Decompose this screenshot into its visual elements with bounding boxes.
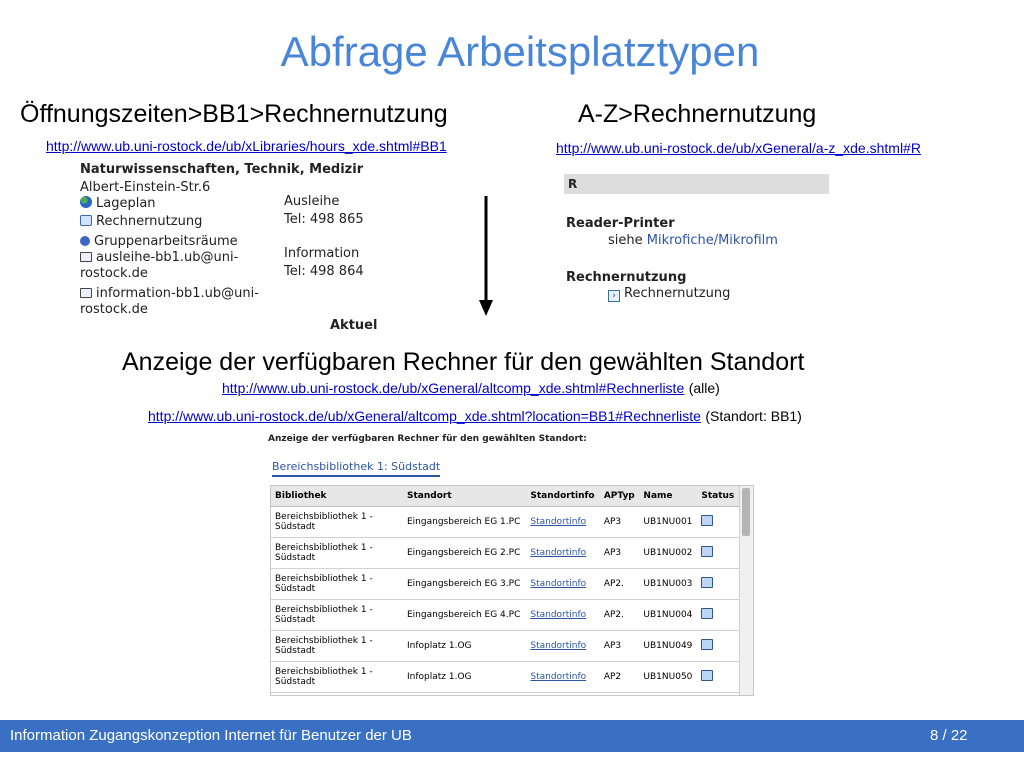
hours-link[interactable]: http://www.ub.uni-rostock.de/ub/xLibraries/hours_xde.shtml#BB1 <box>46 138 447 154</box>
slide-title: Abfrage Arbeitsplatztypen <box>280 28 760 75</box>
az-letter: R <box>568 177 578 191</box>
location-cell: Eingangsbereich EG 1.PC <box>403 507 526 538</box>
az-rechnernutzung-link[interactable]: › Rechnernutzung <box>608 286 730 302</box>
mikrofiche-link[interactable]: Mikrofiche/Mikrofilm <box>646 233 778 248</box>
altcomp-location-link[interactable]: http://www.ub.uni-rostock.de/ub/xGeneral/altcomp_xde.shtml?location=BB1#Rechnerliste <box>148 408 701 424</box>
column-header: Bibliothek <box>271 486 403 507</box>
monitor-icon[interactable] <box>701 577 713 588</box>
az-entry-reader-printer: Reader-Printer <box>566 216 675 231</box>
library-cell: Bereichsbibliothek 1 - <box>275 636 373 646</box>
ausleihe-label: Ausleihe <box>284 194 340 209</box>
location-cell: Infoplatz 1.OG <box>403 631 526 662</box>
monitor-icon[interactable] <box>701 546 713 557</box>
aptype-cell: AP2 <box>600 662 640 693</box>
column-header: APTyp <box>600 486 640 507</box>
location-info-link[interactable]: Standortinfo <box>530 579 587 589</box>
computer-name-cell: UB1NU003 <box>639 569 697 600</box>
location-cell: Eingangsbereich EG 3.PC <box>403 569 526 600</box>
library-name: Naturwissenschaften, Technik, Medizir <box>80 162 364 177</box>
hours-screenshot <box>80 156 378 340</box>
table-row <box>271 538 739 569</box>
library-cell: Südstadt <box>275 584 316 594</box>
library-cell: Bereichsbibliothek 1 - <box>275 574 373 584</box>
footer-text: Information Zugangskonzeption Internet für Benutzer der UB <box>10 727 412 744</box>
table-row <box>271 507 739 538</box>
altcomp-all-link[interactable]: http://www.ub.uni-rostock.de/ub/xGeneral/altcomp_xde.shtml#Rechnerliste <box>222 380 685 396</box>
computer-name-cell: UB1NU049 <box>639 631 697 662</box>
information-label: Information <box>284 246 360 261</box>
email-ausleihe-link[interactable]: ausleihe-bb1.ub@uni- <box>80 250 238 265</box>
library-cell: Südstadt <box>275 646 316 656</box>
mail-icon <box>80 288 92 298</box>
computer-table <box>271 486 739 693</box>
library-cell: Südstadt <box>275 522 316 532</box>
location-cell: Eingangsbereich EG 4.PC <box>403 600 526 631</box>
aptype-cell: AP2. <box>600 569 640 600</box>
ausleihe-tel: Tel: 498 865 <box>284 212 364 227</box>
globe-icon <box>80 196 92 208</box>
computer-name-cell: UB1NU050 <box>639 662 697 693</box>
location-info-link[interactable]: Standortinfo <box>530 548 587 558</box>
email-ausleihe-domain: rostock.de <box>80 266 148 281</box>
computer-icon <box>80 215 92 226</box>
group-icon <box>80 236 90 246</box>
computer-name-cell: UB1NU004 <box>639 600 697 631</box>
gruppenarbeitsraeume-link[interactable]: Gruppenarbeitsräume <box>80 234 238 249</box>
library-cell: Bereichsbibliothek 1 - <box>275 667 373 677</box>
table-row <box>271 569 739 600</box>
aptype-cell: AP2. <box>600 600 640 631</box>
computer-name-cell: UB1NU001 <box>639 507 697 538</box>
right-heading: A-Z>Rechnernutzung <box>578 100 817 128</box>
monitor-icon[interactable] <box>701 670 713 681</box>
aptype-cell: AP3 <box>600 631 640 662</box>
down-arrow-icon <box>476 196 496 318</box>
footer-bar <box>0 720 1024 752</box>
monitor-icon[interactable] <box>701 515 713 526</box>
scrollbar-thumb[interactable] <box>742 488 750 536</box>
column-header: Standortinfo <box>526 486 599 507</box>
computer-list-heading: Anzeige der verfügbaren Rechner für den gewählten Standort: <box>268 434 587 444</box>
table-row <box>271 662 739 693</box>
location-cell: Infoplatz 1.OG <box>403 662 526 693</box>
table-row <box>271 600 739 631</box>
computer-name-cell: UB1NU002 <box>639 538 697 569</box>
library-cell: Südstadt <box>275 553 316 563</box>
library-cell: Bereichsbibliothek 1 - <box>275 543 373 553</box>
computer-table-container <box>270 485 754 696</box>
aptype-cell: AP3 <box>600 538 640 569</box>
library-cell: Bereichsbibliothek 1 - <box>275 512 373 522</box>
aktuel-heading: Aktuel <box>330 318 378 333</box>
az-link[interactable]: http://www.ub.uni-rostock.de/ub/xGeneral/a-z_xde.shtml#R <box>556 140 921 156</box>
column-header: Name <box>639 486 697 507</box>
altcomp-all-note: (alle) <box>688 380 720 396</box>
lageplan-link[interactable]: Lageplan <box>80 196 156 211</box>
location-info-link[interactable]: Standortinfo <box>530 672 587 682</box>
location-info-link[interactable]: Standortinfo <box>530 610 587 620</box>
bottom-heading: Anzeige der verfügbaren Rechner für den gewählten Standort <box>122 348 805 376</box>
table-row <box>271 631 739 662</box>
az-see-also: siehe Mikrofiche/Mikrofilm <box>608 233 778 248</box>
left-heading: Öffnungszeiten>BB1>Rechnernutzung <box>20 100 448 128</box>
monitor-icon[interactable] <box>701 639 713 650</box>
information-tel: Tel: 498 864 <box>284 264 364 279</box>
library-cell: Südstadt <box>275 615 316 625</box>
column-header: Standort <box>403 486 526 507</box>
table-scrollbar[interactable] <box>739 486 753 695</box>
column-header: Status <box>697 486 739 507</box>
rechnernutzung-link[interactable]: Rechnernutzung <box>80 214 202 229</box>
altcomp-location-note: (Standort: BB1) <box>705 408 802 424</box>
arrow-right-icon: › <box>608 290 620 302</box>
location-select[interactable]: Bereichsbibliothek 1: Südstadt <box>272 460 440 477</box>
table-header-row <box>271 486 739 507</box>
mail-icon <box>80 252 92 262</box>
location-cell: Eingangsbereich EG 2.PC <box>403 538 526 569</box>
location-info-link[interactable]: Standortinfo <box>530 641 587 651</box>
library-cell: Bereichsbibliothek 1 - <box>275 605 373 615</box>
email-information-domain: rostock.de <box>80 302 148 317</box>
computer-list-screenshot <box>268 432 754 696</box>
library-cell: Südstadt <box>275 677 316 687</box>
az-screenshot <box>564 174 832 310</box>
location-info-link[interactable]: Standortinfo <box>530 517 587 527</box>
email-information-link[interactable]: information-bb1.ub@uni- <box>80 286 259 301</box>
page-number: 8 / 22 <box>930 727 968 744</box>
aptype-cell: AP3 <box>600 507 640 538</box>
monitor-icon[interactable] <box>701 608 713 619</box>
az-entry-rechnernutzung: Rechnernutzung <box>566 270 687 285</box>
library-address: Albert-Einstein-Str.6 <box>80 180 211 195</box>
